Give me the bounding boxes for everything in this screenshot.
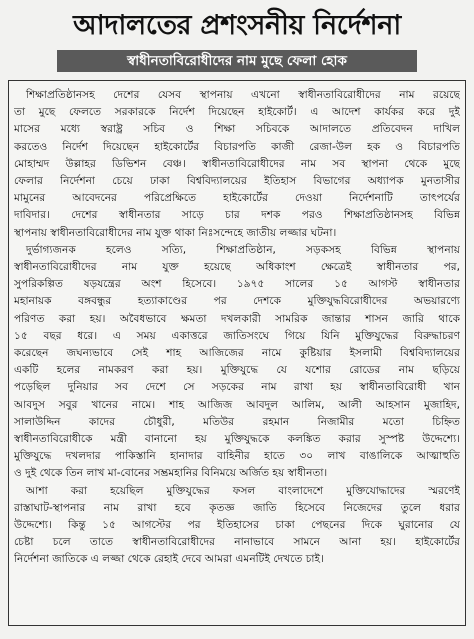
article-line: পরিণত করা হয়। অবৈধভাবে ক্ষমতা দখলকারী সামরিক জান্তার শাসন জারি থাকে [14,312,460,325]
article-line: ১৫ বছর ধরে। এ সময় একাত্তরে জাতিসংঘে গিয়ে যিনি মুক্তিযুদ্ধের বিরুদ্ধাচরণ [14,329,460,342]
article-line: স্বাধীনতাবিরোধীকে মন্ত্রী বানানো হয় মুক্তিযুদ্ধকে কলঙ্কিত করার সুস্পষ্ট উদ্দেশ্যে। [14,433,460,446]
article-line: ও দুই থেকে তিন লাখ মা-বোনের সম্ভ্রমহানির বিনিময়ে অর্জিত হয় স্বাধীনতা। [14,467,328,480]
article-line: মহানায়ক বঙ্গবন্ধুর হত্যাকাণ্ডের পর দেশকে মুক্তিযুদ্ধবিরোধীদের অভয়ারণ্যে [14,295,460,308]
article-line: করেছেন জঘন্যভাবে সেই শাহ আজিজের নামে কুষ্টিয়ার ইসলামী বিশ্ববিদ্যালয়ের [14,347,460,360]
article-line: স্থাপনায় স্বাধীনতাবিরোধীদের নাম যুক্ত থাকা নিঃসন্দেহে জাতীয় লজ্জার ঘটনা। [14,226,337,239]
article-line: উদ্দেশ্যে। কিন্তু ১৫ আগস্টের পর ইতিহাসের চাকা পেছনের দিকে ঘুরানোর যে [14,519,460,532]
article-line: শিক্ষাপ্রতিষ্ঠানসহ দেশের যেসব স্থাপনায় এখনো স্বাধীনতাবিরোধীদের নাম রয়েছে [26,89,460,101]
article-line: সুপরিকল্পিত ষড়যন্ত্রের অংশ হিসেবে। ১৯৭৫ সালের ১৫ আগস্ট স্বাধীনতার [14,278,460,291]
article-line: পড়েছিল দুনিয়ার সব দেশে সে সড়কের নাম রাখা হয় স্বাধীনতাবিরোধী খান [14,381,460,394]
article-line: মামুনের আবেদনের পরিপ্রেক্ষিতে হাইকোর্টের দেওয়া নির্দেশনাটি তাৎপর্যের [14,192,460,205]
article-body [8,80,466,626]
article-line: স্বাধীনতাবিরোধীদের নাম যুক্ত হয়েছে অধিকাংশ ক্ষেত্রেই স্বাধীনতার পর, [14,261,460,274]
article-line: দুর্ভাগ্যজনক হলেও সত্যি, শিক্ষাপ্রতিষ্ঠান, সড়কসহ বিভিন্ন স্থাপনায় [26,243,460,256]
article-line: মাসের মধ্যে স্বরাষ্ট্র সচিব ও শিক্ষা সচিবকে আদালতে প্রতিবেদন দাখিল [14,123,460,136]
article-line: দাবিদার। দেশের স্বাধীনতার সাড়ে চার দশক পরও শিক্ষাপ্রতিষ্ঠানসহ বিভিন্ন [14,209,460,222]
article-line: মুক্তিযুদ্ধে দখলদার পাকিস্তানি হানাদার বাহিনীর হাতে ৩০ লাখ বাঙালিকে আত্মাহুতি [14,450,460,463]
headline: আদালতের প্রশংসনীয় নির্দেশনা [73,10,401,41]
article-line: আশা করা হয়েছিল মুক্তিযুদ্ধের ফসল বাংলাদেশে মুক্তিযোদ্ধাদের স্মরণেই [26,484,460,497]
article-line: তা মুছে ফেলতে সরকারকে নির্দেশ দিয়েছেন হাইকোর্ট। এ আদেশ কার্যকর করে দুই [14,106,460,119]
article-line: করতেও নির্দেশ দিয়েছেন হাইকোর্টের বিচারপতি কাজী রেজা-উল হক ও বিচারপতি [14,140,460,153]
article-line: একটি হলের নামকরণ করা হয়। মুক্তিযুদ্ধে যে যশোর রোডের নাম ছড়িয়ে [14,364,460,377]
article-line: রাস্তাঘাট-স্থাপনার নাম রাখা হবে কৃতজ্ঞ জাতি হিসেবে নিজেদের তুলে ধরার [14,501,460,514]
article-line: সালাউদ্দিন কাদের চৌধুরী, মতিউর রহমান নিজামীর মতো চিহ্নিত [14,415,460,428]
subheadline: স্বাধীনতাবিরোধীদের নাম মুছে ফেলা হোক [57,50,417,72]
article-line: নির্দেশনা জাতিকে এ লজ্জা থেকে রেহাই দেবে আমরা এমনটিই দেখতে চাই। [14,553,324,566]
article-line: চেষ্টা চলে তাতে স্বাধীনতাবিরোধীদের নানাভাবে সামনে আনা হয়। হাইকোর্টের [14,536,460,549]
article-line: ফেলার নির্দেশনা চেয়ে ঢাকা বিশ্ববিদ্যালয়ের ইতিহাস বিভাগের অধ্যাপক মুনতাসীর [14,175,460,188]
article-line: মোহাম্মদ উল্লাহর ডিভিশন বেঞ্চ। স্বাধীনতাবিরোধীদের নাম সব স্থাপনা থেকে মুছে [14,157,460,170]
article-line: আবদুস সবুর খানের নামে। শাহ আজিজ আবদুল আলিম, আলী আহসান মুজাহিদ, [14,398,460,411]
